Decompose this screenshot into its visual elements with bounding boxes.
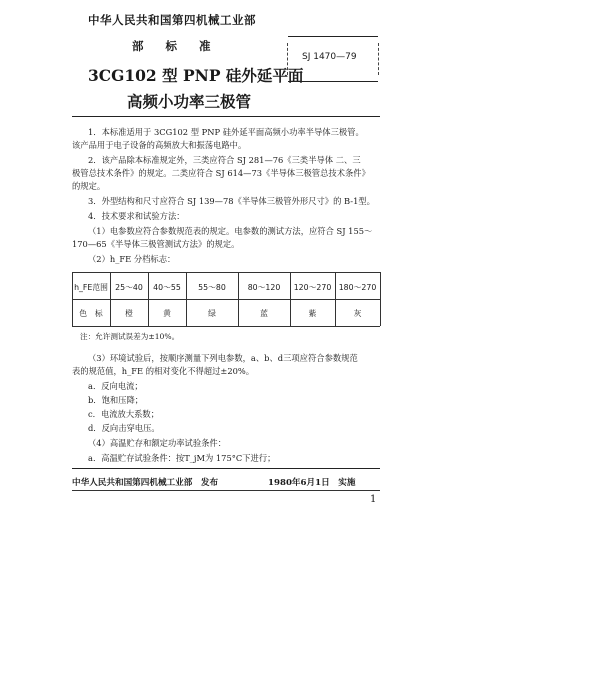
clause-4-3-item-c: c．电流放大系数； bbox=[88, 409, 160, 419]
table-col-line bbox=[380, 272, 381, 326]
table-cell-range: 40～55 bbox=[153, 283, 181, 292]
clause-4-3-line1: （3）环境试验后，按顺序测量下列电参数，a、b、d三项应符合参数规范 bbox=[88, 353, 358, 363]
clause-4-4-item-a: a．高温贮存试验条件：按T_jM为 175°C下进行； bbox=[88, 453, 276, 463]
clause-2-line2: 极管总技术条件》的规定。二类应符合 SJ 614—73《半导体三极管总技术条件》 bbox=[72, 168, 370, 178]
document-title-line1: 3CG102 型 PNP 硅外延平面 bbox=[88, 66, 304, 85]
table-cell-color: 蓝 bbox=[260, 309, 268, 318]
table-note: 注：允许测试误差为±10%。 bbox=[80, 332, 180, 341]
clause-2-line3: 的规定。 bbox=[72, 181, 106, 191]
standard-code: SJ 1470—79 bbox=[302, 52, 357, 62]
footer-publisher: 中华人民共和国第四机械工业部 发布 bbox=[72, 478, 219, 488]
clause-4-4: （4）高温贮存和额定功率试验条件： bbox=[88, 438, 227, 448]
table-row-label-range: h_FE范围 bbox=[74, 283, 108, 292]
page-number: 1 bbox=[370, 494, 377, 505]
clause-3: 3．外型结构和尺寸应符合 SJ 139—78《半导体三极管外形尺寸》的 B-1型。 bbox=[88, 196, 375, 206]
clause-4-3-line2: 表的规范值，h_FE 的相对变化不得超过±20%。 bbox=[72, 366, 255, 376]
table-cell-color: 黄 bbox=[163, 309, 171, 318]
clause-4-1-line2: 170—65《半导体三极管测试方法》的规定。 bbox=[72, 239, 240, 249]
footer-bottom-rule bbox=[72, 490, 380, 491]
table-bottom-border bbox=[72, 326, 380, 327]
clause-4: 4．技术要求和试验方法： bbox=[88, 211, 185, 221]
clause-4-2: （2）h_FE 分档标志： bbox=[88, 254, 176, 264]
table-cell-color: 灰 bbox=[353, 309, 362, 318]
table-row-label-color: 色 标 bbox=[79, 309, 103, 318]
ministry-name: 中华人民共和国第四机械工业部 bbox=[88, 13, 256, 27]
standard-code-box bbox=[288, 36, 378, 82]
footer-rule bbox=[72, 468, 380, 469]
clause-2-line1: 2．该产品除本标准规定外，三类应符合 SJ 281—76《三类半导体 二、三 bbox=[88, 155, 361, 165]
table-cell-range: 55～80 bbox=[198, 283, 226, 292]
clause-1-line1: 1．本标准适用于 3CG102 型 PNP 硅外延平面高频小功率半导体三极管。 bbox=[88, 127, 364, 137]
clause-1-line2: 该产品用于电子设备的高频放大和振荡电路中。 bbox=[72, 140, 247, 150]
clause-4-3-item-a: a．反向电流； bbox=[88, 381, 143, 391]
table-cell-color: 绿 bbox=[208, 309, 216, 318]
clause-4-3-item-d: d．反向击穿电压。 bbox=[88, 423, 160, 433]
table-cell-range: 180～270 bbox=[338, 283, 377, 292]
table-cell-color: 橙 bbox=[125, 309, 133, 318]
header-rule bbox=[72, 116, 380, 117]
clause-4-3-item-b: b．饱和压降； bbox=[88, 395, 144, 405]
table-cell-range: 120～270 bbox=[293, 283, 332, 292]
document-title-line2: 高频小功率三极管 bbox=[127, 92, 252, 111]
table-cell-range: 80～120 bbox=[247, 283, 281, 292]
table-top-border bbox=[72, 272, 380, 273]
table-mid-border bbox=[72, 299, 380, 300]
table-cell-range: 25～40 bbox=[115, 283, 143, 292]
standard-type: 部标准 bbox=[132, 39, 233, 53]
footer-date: 1980年6月1日 实施 bbox=[268, 478, 356, 488]
clause-4-1-line1: （1）电参数应符合参数规范表的规定。电参数的测试方法，应符合 SJ 155～ bbox=[88, 226, 373, 236]
table-cell-color: 紫 bbox=[308, 309, 317, 318]
